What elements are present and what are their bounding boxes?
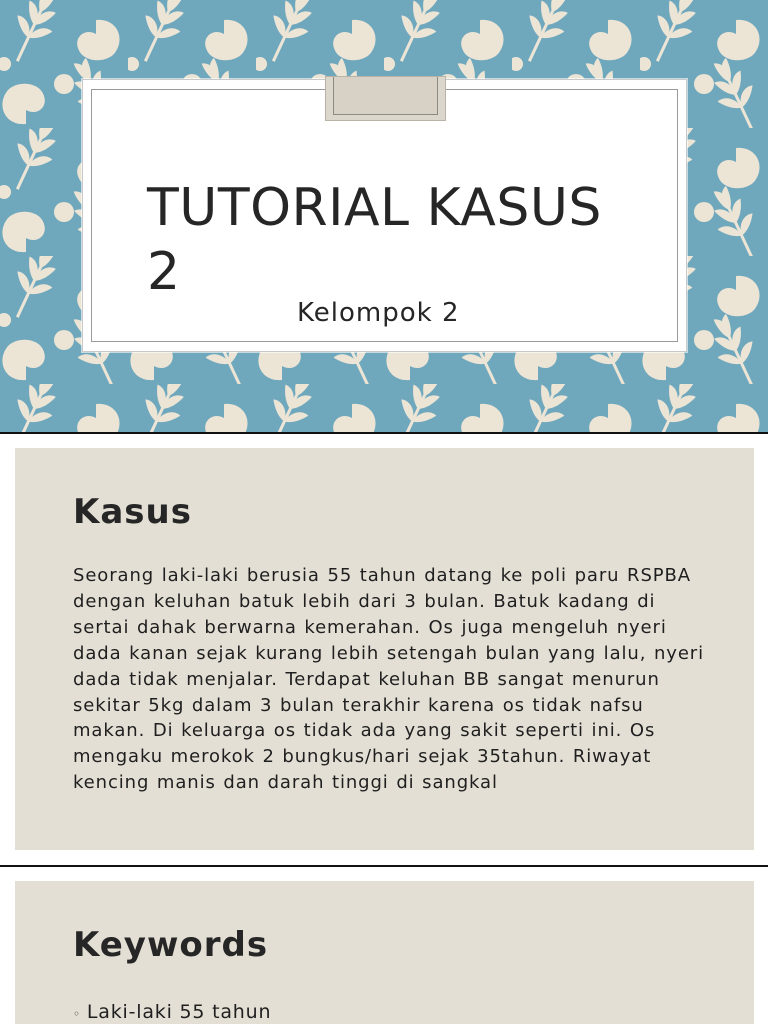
case-slide [15,448,754,850]
title-slide [0,0,768,432]
bullet-icon: ◦ [73,1007,81,1021]
slide-divider [0,865,768,867]
title-card [82,79,687,352]
list-item [73,1001,271,1023]
slide-divider [0,432,768,434]
keyword-text: Laki-laki 55 tahun [86,1001,272,1023]
keywords-slide [15,881,754,1024]
case-heading: Kasus [73,492,192,532]
keywords-list [73,1001,271,1023]
slide-title: TUTORIAL KASUS 2 [147,178,602,302]
slide-subtitle: Kelompok 2 [297,298,460,328]
case-description: Seorang laki-laki berusia 55 tahun datang ke poli paru RSPBA dengan keluhan batuk lebih dari 3 bulan. Batuk kadang di sertai dahak berwarna kemerahan. Os juga mengeluh nyeri dada kanan sejak kurang lebih setengah bulan yang lalu, nyeri dada tidak menjalar. Terdapat keluhan BB sangat menurun sekitar 5kg dalam 3 bulan terakhir karena os tidak nafsu makan. Di keluarga os tidak ada yang sakit seperti ini. Os mengaku merokok 2 bungkus/hari sejak 35tahun. Riwayat kencing manis dan darah tinggi di sangkal [73,565,704,794]
keywords-heading: Keywords [73,925,269,965]
title-card-tab [325,76,446,121]
